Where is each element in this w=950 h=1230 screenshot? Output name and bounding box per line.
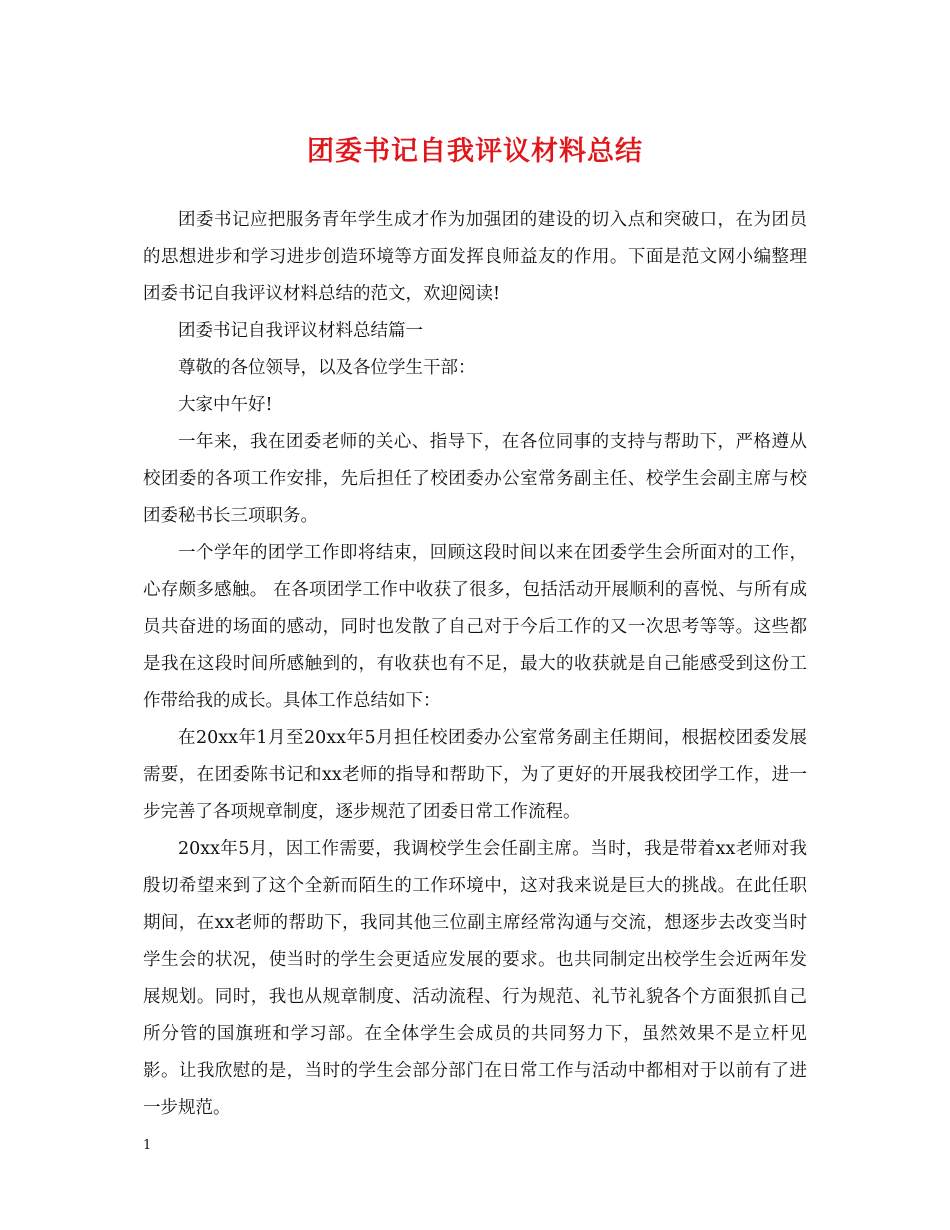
salutation: 尊敬的各位领导，以及各位学生干部：	[178, 358, 476, 378]
greeting: 大家中午好!	[178, 395, 273, 415]
body-paragraph: 在20xx年1月至20xx年5月担任校团委办公室常务副主任期间，根据校团委发展需要，在团委陈书记和xx老师的指导和帮助下，为了更好的开展我校团学工作，进一步完善了各项规章制度，逐步规范了团委日常工作流程。	[143, 728, 807, 822]
document-title: 团委书记自我评议材料总结	[307, 136, 643, 167]
page-number: 1	[143, 1138, 152, 1153]
body-paragraph: 20xx年5月，因工作需要，我调校学生会任副主席。当时，我是带着xx老师对我殷切希望来到了这个全新而陌生的工作环境中，这对我来说是巨大的挑战。在此任职期间，在xx老师的帮助下，我同其他三位副主席经常沟通与交流，想逐步去改变当时学生会的状况，使当时的学生会更适应发展的要求。也共同制定出校学生会近两年发展规划。同时，我也从规章制度、活动流程、行为规范、礼节礼貌各个方面狠抓自己所分管的国旗班和学习部。在全体学生会成员的共同努力下，虽然效果不是立杆见影。让我欣慰的是，当时的学生会部分部门在日常工作与活动中都相对于以前有了进一步规范。	[143, 839, 807, 1118]
body-paragraph: 一个学年的团学工作即将结束，回顾这段时间以来在团委学生会所面对的工作，心存颇多感触。 在各项团学工作中收获了很多，包括活动开展顺利的喜悦、与所有成员共奋进的场面的感动，同时也发散了自己对于今后工作的又一次思考等等。这些都是我在这段时间所感触到的，有收获也有不足，最大的收获就是自己能感受到这份工作带给我的成长。具体工作总结如下：	[143, 543, 807, 711]
body-paragraph: 一年来，我在团委老师的关心、指导下，在各位同事的支持与帮助下，严格遵从校团委的各项工作安排，先后担任了校团委办公室常务副主任、校学生会副主席与校团委秘书长三项职务。	[143, 432, 807, 526]
intro-paragraph: 团委书记应把服务青年学生成才作为加强团的建设的切入点和突破口，在为团员的思想进步和学习进步创造环境等方面发挥良师益友的作用。下面是范文网小编整理团委书记自我评议材料总结的范文，欢迎阅读!	[143, 210, 807, 304]
section-heading: 团委书记自我评议材料总结篇一	[178, 321, 423, 341]
document-body	[143, 202, 807, 1127]
